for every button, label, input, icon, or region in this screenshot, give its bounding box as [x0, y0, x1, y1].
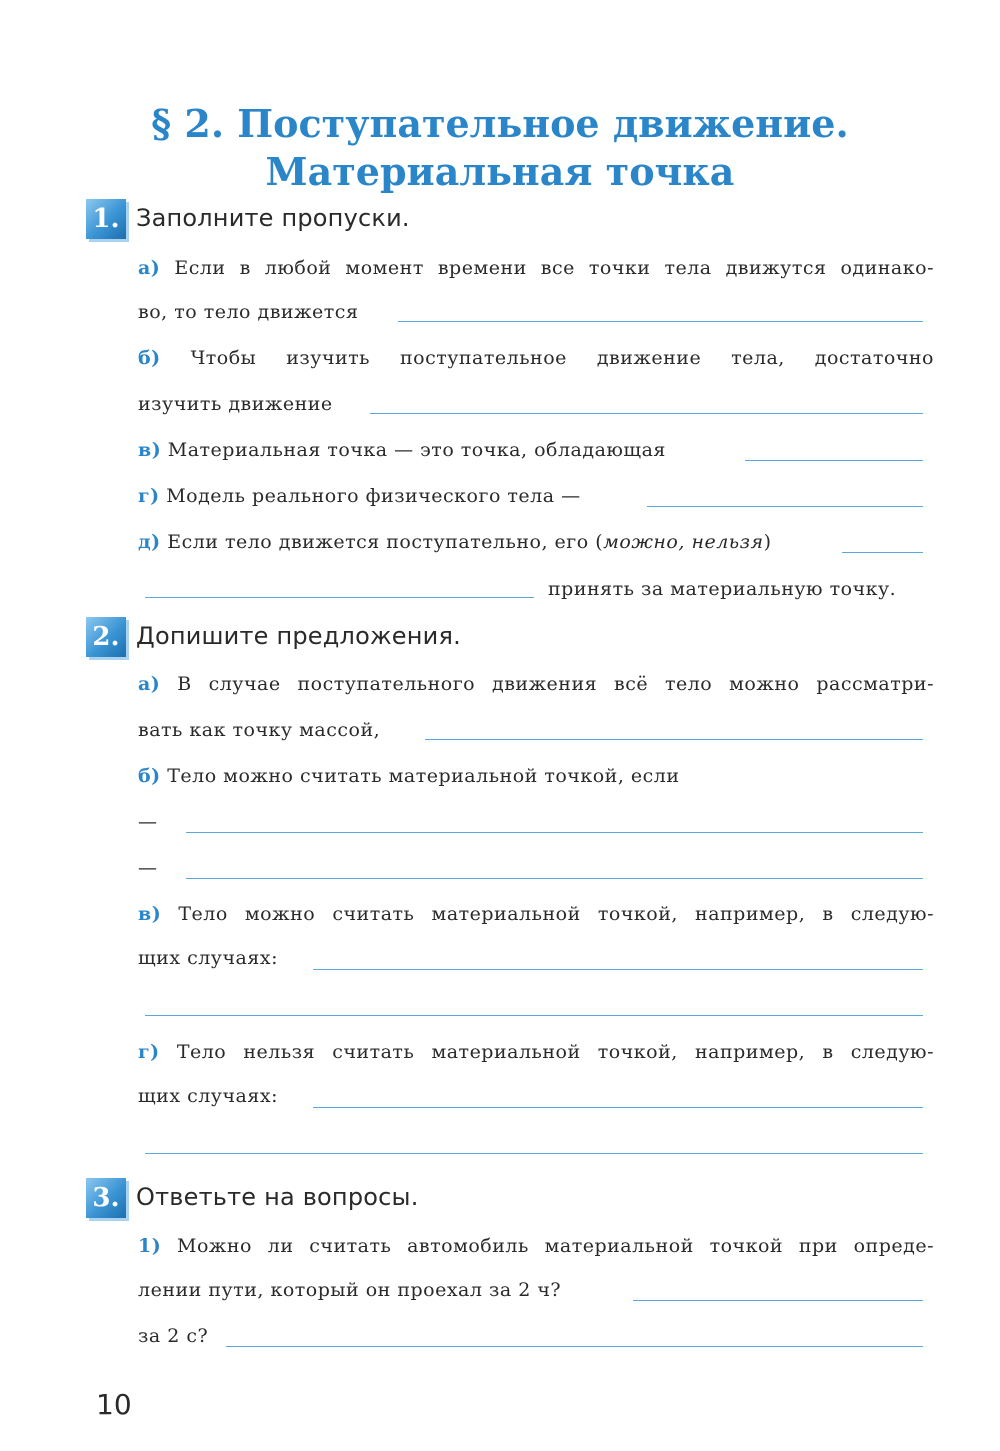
ex2-v-line-1: [138, 902, 934, 926]
ex2-a-answer-line[interactable]: [425, 739, 923, 740]
ex2-v-text-2: щих случаях:: [138, 947, 278, 969]
ex1-g-marker: г): [138, 485, 160, 507]
ex1-b-marker: б): [138, 347, 161, 369]
exercise-1-heading: Заполните пропуски.: [136, 204, 410, 232]
ex1-d-text-1: Если тело движется поступательно, его (: [167, 531, 604, 553]
ex1-a-answer-line[interactable]: [398, 321, 923, 322]
ex3-q1-text-3: за 2 с?: [138, 1325, 209, 1347]
ex2-v-answer-line-2[interactable]: [145, 1015, 923, 1016]
ex2-b-answer-line-1[interactable]: [186, 832, 923, 833]
ex3-q1-line-1: [138, 1234, 934, 1258]
ex2-a-marker: а): [138, 673, 161, 695]
ex1-v-line: [138, 438, 666, 462]
ex3-q1-answer-line-1[interactable]: [633, 1300, 923, 1301]
ex1-v-answer-line[interactable]: [745, 460, 923, 461]
exercise-3-heading: Ответьте на вопросы.: [136, 1183, 419, 1211]
ex1-a-text-2: во, то тело движется: [138, 301, 359, 323]
ex2-g-marker: г): [138, 1041, 160, 1063]
exercise-3-number-badge: 3.: [86, 1178, 126, 1218]
ex2-g-line-1: [138, 1040, 934, 1064]
ex1-a-text-1: Если в любой момент времени все точки тела движутся одинако-: [174, 257, 934, 279]
exercise-1-number-badge: 1.: [86, 199, 126, 239]
ex2-b-dash-1: —: [138, 811, 158, 833]
ex3-q1-answer-line-2[interactable]: [226, 1346, 923, 1347]
ex2-b-text: Тело можно считать материальной точкой, если: [167, 765, 680, 787]
ex2-b-line: [138, 764, 680, 788]
ex1-d-answer-line-2[interactable]: [145, 597, 534, 598]
ex1-d-italic: можно, нельзя: [603, 531, 764, 553]
page-number: 10: [96, 1388, 132, 1421]
ex2-a-text-2: вать как точку массой,: [138, 719, 381, 741]
ex1-v-text: Материальная точка — это точка, обладающая: [167, 439, 666, 461]
ex1-b-line-1: [138, 346, 934, 370]
ex2-g-text-2: щих случаях:: [138, 1085, 278, 1107]
ex2-a-line-1: [138, 672, 934, 696]
ex2-b-marker: б): [138, 765, 161, 787]
page-title: [0, 100, 1000, 196]
ex2-g-text-1: Тело нельзя считать материальной точкой, например, в следую-: [176, 1041, 935, 1063]
title-line-1: § 2. Поступательное движение.: [151, 101, 849, 146]
ex2-v-text-1: Тело можно считать материальной точкой, например, в следую-: [178, 903, 934, 925]
ex1-v-marker: в): [138, 439, 162, 461]
ex2-a-text-1: В случае поступательного движения всё тело можно рассматри-: [177, 673, 934, 695]
ex2-v-marker: в): [138, 903, 162, 925]
ex2-v-answer-line-1[interactable]: [313, 969, 923, 970]
ex3-q1-text-2: лении пути, который он проехал за 2 ч?: [138, 1279, 562, 1301]
ex1-d-line-1: [138, 530, 772, 554]
ex1-d-marker: д): [138, 531, 161, 553]
exercise-2-number-badge: 2.: [86, 617, 126, 657]
ex1-d-text-1-end: ): [763, 531, 772, 553]
ex3-q1-marker: 1): [138, 1235, 162, 1257]
title-line-2: Материальная точка: [265, 149, 735, 194]
exercise-2-heading: Допишите предложения.: [136, 622, 461, 650]
ex1-b-text-2: изучить движение: [138, 393, 333, 415]
ex2-g-answer-line-2[interactable]: [145, 1153, 923, 1154]
ex1-b-answer-line[interactable]: [370, 413, 923, 414]
ex1-d-text-2: принять за материальную точку.: [548, 578, 897, 600]
ex2-b-dash-2: —: [138, 857, 158, 879]
ex1-a-marker: а): [138, 257, 161, 279]
ex1-g-text: Модель реального физического тела —: [166, 485, 581, 507]
ex2-b-answer-line-2[interactable]: [186, 878, 923, 879]
ex1-g-line: [138, 484, 581, 508]
ex1-d-answer-line-1[interactable]: [842, 552, 923, 553]
ex3-q1-text-1: Можно ли считать автомобиль материальной точкой при опреде-: [177, 1235, 934, 1257]
ex1-b-text-1: Чтобы изучить поступательное движение тела, достаточно: [190, 347, 934, 369]
ex1-g-answer-line[interactable]: [647, 506, 923, 507]
ex2-g-answer-line-1[interactable]: [313, 1107, 923, 1108]
ex1-a-line-1: [138, 256, 934, 280]
